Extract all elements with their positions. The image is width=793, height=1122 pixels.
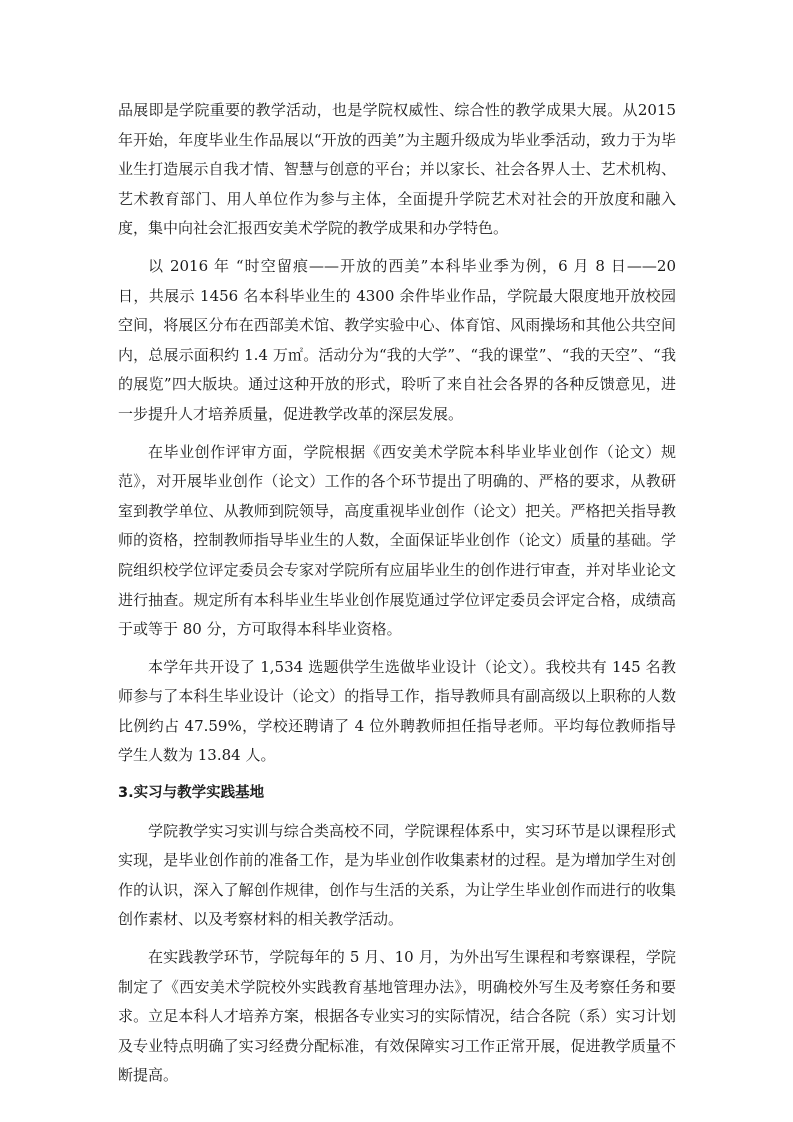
paragraph-graduation-review: 在毕业创作评审方面，学院根据《西安美术学院本科毕业毕业创作（论文）规范》，对开展毕业创作（论文）工作的各个环节提出了明确的、严格的要求，从教研室到教学单位、从教师到院领导，高度重视毕业创作（论文）把关。严格把关指导教师的资格，控制教师指导毕业生的人数，全面保证毕业创作（论文）质量的基础。学院组织校学位评定委员会专家对学院所有应届毕业生的创作进行审查，并对毕业论文进行抽查。规定所有本科毕业生毕业创作展览通过学位评定委员会评定合格，成绩高于或等于 80 分，方可取得本科毕业资格。 [118, 442, 676, 639]
paragraph-practice-base: 在实践教学环节，学院每年的 5 月、10 月，为外出写生课程和考察课程，学院制定了《西安美术学院校外实践教育基地管理办法》，明确校外写生及考察任务和要求。立足本科人才培养方案，根据各专业实习的实际情况，结合各院（系）实习计划及专业特点明确了实习经费分配标准，有效保障实习工作正常开展，促进教学质量不断提高。 [118, 948, 676, 1085]
paragraph-2016-graduation-season: 以 2016 年 “时空留痕——开放的西美”本科毕业季为例，6 月 8 日——20 日，共展示 1456 名本科毕业生的 4300 余件毕业作品，学院最大限度地开放校园空间，将展区分布在西部美术馆、教学实验中心、体育馆、风雨操场和其他公共空间内，总展示面积约 1.4 万㎡。活动分为“我的大学”、“我的课堂”、“我的天空”、“我的展览”四大版块。通过这种开放的形式，聆听了来自社会各界的各种反馈意见，进一步提升人才培养质量，促进教学改革的深层发展。 [118, 256, 676, 423]
paragraph-graduation-exhibition: 品展即是学院重要的教学活动，也是学院权威性、综合性的教学成果大展。从2015年开始，年度毕业生作品展以“开放的西美”为主题升级成为毕业季活动，致力于为毕业生打造展示自我才情、智慧与创意的平台；并以家长、社会各界人士、艺术机构、艺术教育部门、用人单位作为参与主体，全面提升学院艺术对社会的开放度和融入度，集中向社会汇报西安美术学院的教学成果和办学特色。 [118, 101, 676, 238]
document-page [118, 96, 676, 1099]
paragraph-thesis-supervision: 本学年共开设了 1,534 选题供学生选做毕业设计（论文）。我校共有 145 名教师参与了本科生毕业设计（论文）的指导工作，指导教师具有副高级以上职称的人数比例约占 47.59%，学校还聘请了 4 位外聘教师担任指导老师。平均每位教师指导学生人数为 13.84 人。 [118, 657, 676, 765]
section-heading: 3.实习与教学实践基地 [118, 785, 265, 802]
paragraph-internship-overview: 学院教学实习实训与综合类高校不同，学院课程体系中，实习环节是以课程形式实现，是毕业创作前的准备工作，是为毕业创作收集素材的过程。是为增加学生对创作的认识，深入了解创作规律，创作与生活的关系，为让学生毕业创作而进行的收集创作素材、以及考察材料的相关教学活动。 [118, 821, 676, 929]
